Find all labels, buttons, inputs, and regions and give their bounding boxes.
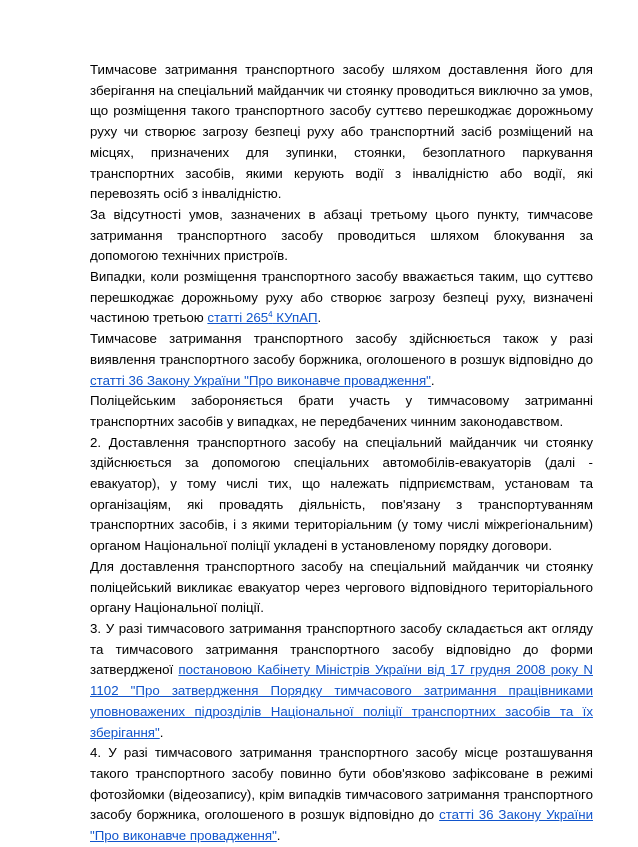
paragraph-6: 2. Доставлення транспортного засобу на спеціальний майданчик чи стоянку здійснюється за допомогою спеціальних автомобілів-евакуаторів (далі - евакуатор), у тому числі тих, що належать підприємствам, установам та організаціям, які провадять діяльність, пов'язану з транспортуванням транспортних засобів, і з якими територіальним (у тому числі міжрегіональним) органом Національної поліції укладені в установленому порядку договори. [90, 434, 593, 554]
paragraph-9-end: . [276, 828, 281, 844]
paragraph-4-text: Тимчасове затримання транспортного засобу здійснюється також у разі виявлення транспортного засобу боржника, оголошеного в розшук відповідно до [90, 331, 593, 367]
paragraph-1: Тимчасове затримання транспортного засобу шляхом доставлення його для зберігання на спеціальний майданчик чи стоянку проводиться виключно за умов, що розміщення такого транспортного засобу суттєво перешкоджає дорожньому руху чи створює загрозу безпеці руху або транспортний засіб розміщений на місцях, призначених для зупинки, стоянки, безоплатного паркування транспортних засобів, якими керують водії з інвалідністю або водії, які перевозять осіб з інвалідністю. [90, 62, 593, 202]
paragraph-8-end: . [159, 724, 164, 740]
link-article-265-superscript: 4 [268, 310, 273, 320]
link-article-36-enforcement-law-2[interactable]: статті 36 Закону України "Про виконавче провадження" [90, 807, 593, 844]
paragraph-4-end: . [430, 372, 435, 388]
link-article-265-tail: КУпАП [272, 310, 318, 326]
paragraph-9-text: 4. У разі тимчасового затримання транспортного засобу місце розташування такого транспортного засобу повинно бути обов'язково зафіксоване в режимі фотозйомки (відеозапису), крім випадків тимчасового затримання транспортного засобу боржника, оголошеного в розшук відповідно до [90, 745, 593, 823]
link-article-36-enforcement-law[interactable]: статті 36 Закону України "Про виконавче провадження" [90, 372, 431, 388]
paragraph-3-text: Випадки, коли розміщення транспортного засобу вважається таким, що суттєво перешкоджає дорожньому руху або створює загрозу безпеці руху, визначені частиною третьою [90, 269, 593, 326]
document-body [90, 60, 593, 847]
paragraph-3 [90, 267, 593, 329]
link-article-265-kupap[interactable] [207, 310, 317, 325]
link-article-265-main: статті 265 [207, 310, 269, 326]
paragraph-7: Для доставлення транспортного засобу на спеціальний майданчик чи стоянку поліцейський викликає евакуатор через чергового відповідного територіального органу Національної поліції. [90, 558, 593, 616]
link-cabinet-resolution-1102[interactable]: постановою Кабінету Міністрів України від 17 грудня 2008 року N 1102 "Про затвердження Порядку тимчасового затримання працівниками уповноважених підрозділів Національної поліції транспортних засобів та їх зберігання" [90, 662, 593, 740]
paragraph-9 [90, 743, 593, 847]
paragraph-2: За відсутності умов, зазначених в абзаці третьому цього пункту, тимчасове затримання транспортного засобу проводиться шляхом блокування за допомогою технічних пристроїв. [90, 206, 593, 264]
paragraph-8 [90, 619, 593, 743]
paragraph-4 [90, 329, 593, 391]
paragraph-5: Поліцейським забороняється брати участь у тимчасовому затриманні транспортних засобів у випадках, не передбачених чинним законодавством. [90, 393, 593, 429]
paragraph-3-end: . [317, 310, 322, 326]
paragraph-8-text: 3. У разі тимчасового затримання транспортного засобу складається акт огляду та тимчасового затримання транспортного засобу відповідно до форми затвердженої [90, 620, 593, 678]
